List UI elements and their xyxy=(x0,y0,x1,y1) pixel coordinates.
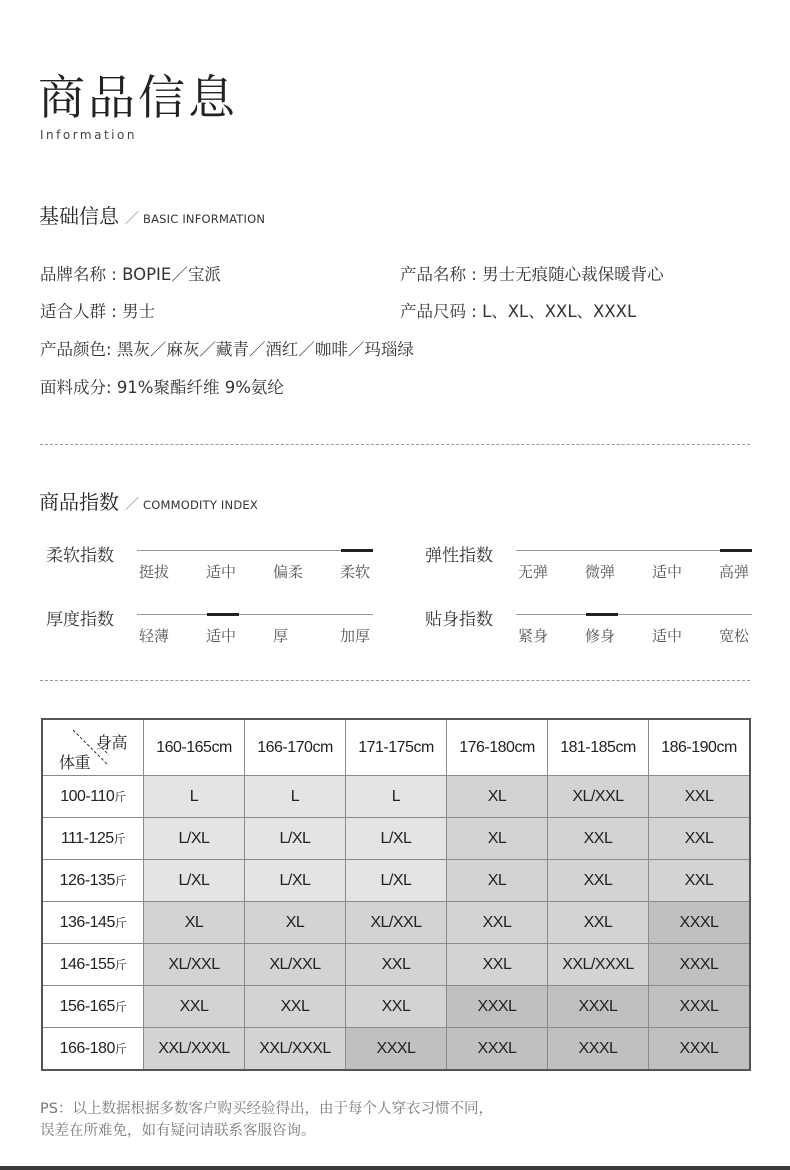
product-name-row xyxy=(400,261,664,285)
weight-row-header xyxy=(42,944,144,986)
index-option: 柔软 xyxy=(340,563,371,581)
table-row xyxy=(42,776,750,818)
table-row xyxy=(42,818,750,860)
ps-note xyxy=(40,1098,493,1142)
index-scale-line xyxy=(137,550,373,551)
table-row xyxy=(42,860,750,902)
weight-row-header xyxy=(42,776,144,818)
product-name-label: 产品名称 : xyxy=(400,265,477,284)
index-option: 微弹 xyxy=(585,563,616,581)
table-row xyxy=(42,986,750,1028)
size-cell: L/XL xyxy=(346,860,447,902)
size-cell: XXXL xyxy=(548,986,649,1028)
weight-unit: 斤 xyxy=(114,915,127,930)
size-cell: XXL xyxy=(649,776,751,818)
brand-label: 品牌名称 : xyxy=(40,265,117,284)
diagonal-lines xyxy=(43,720,143,775)
size-cell: L/XL xyxy=(245,860,346,902)
size-cell: XXL xyxy=(144,986,245,1028)
index-scale-line xyxy=(137,614,373,615)
height-col-header: 160-165cm xyxy=(144,719,245,776)
size-cell: XL xyxy=(447,776,548,818)
corner-cell xyxy=(42,719,144,776)
weight-unit: 斤 xyxy=(114,789,126,804)
index-title: 商品指数 xyxy=(39,490,119,514)
index-scale-line xyxy=(516,550,752,551)
size-cell: XXXL xyxy=(649,944,751,986)
index-option: 适中 xyxy=(652,627,683,645)
size-cell: XXXL xyxy=(649,1028,751,1071)
index-title-en: COMMODITY INDEX xyxy=(143,498,258,512)
height-col-header: 181-185cm xyxy=(548,719,649,776)
weight-range: 100-110 xyxy=(60,787,115,805)
height-col-header: 166-170cm xyxy=(245,719,346,776)
size-cell: L xyxy=(245,776,346,818)
index-option: 加厚 xyxy=(340,627,371,645)
height-col-header: 186-190cm xyxy=(649,719,751,776)
index-label: 厚度指数 xyxy=(46,610,114,630)
index-option: 无弹 xyxy=(518,563,549,581)
page-subtitle: Information xyxy=(40,128,137,142)
table-row xyxy=(42,902,750,944)
page-title: 商品信息 xyxy=(38,71,238,126)
size-cell: XL xyxy=(144,902,245,944)
size-cell: L/XL xyxy=(144,860,245,902)
size-cell: XXL/XXXL xyxy=(144,1028,245,1071)
index-option: 修身 xyxy=(585,627,616,645)
color-value: 黑灰／麻灰／藏青／酒红／咖啡／玛瑙绿 xyxy=(116,340,414,359)
audience-value: 男士 xyxy=(122,302,156,321)
weight-unit: 斤 xyxy=(113,831,126,846)
bottom-border xyxy=(0,1166,790,1170)
size-table-header xyxy=(42,719,750,776)
size-cell: XXXL xyxy=(649,986,751,1028)
fabric-label: 面料成分: xyxy=(40,378,112,397)
size-cell: XXL xyxy=(346,986,447,1028)
basic-info-heading xyxy=(39,200,265,229)
size-cell: XL/XXL xyxy=(144,944,245,986)
size-cell: XXL/XXXL xyxy=(245,1028,346,1071)
weight-unit: 斤 xyxy=(114,873,127,888)
weight-range: 146-155 xyxy=(59,955,115,973)
size-cell: XXL xyxy=(548,902,649,944)
index-option: 高弹 xyxy=(719,563,750,581)
size-cell: XXL xyxy=(649,818,751,860)
size-cell: XXL xyxy=(548,818,649,860)
weight-range: 156-165 xyxy=(59,997,115,1015)
weight-unit: 斤 xyxy=(114,1041,127,1056)
index-option: 适中 xyxy=(206,627,237,645)
size-cell: L/XL xyxy=(346,818,447,860)
index-option: 偏柔 xyxy=(273,563,304,581)
height-col-header: 176-180cm xyxy=(447,719,548,776)
size-cell: XXL xyxy=(346,944,447,986)
weight-unit: 斤 xyxy=(114,957,127,972)
size-cell: XXXL xyxy=(649,902,751,944)
index-option: 适中 xyxy=(652,563,683,581)
section-divider xyxy=(40,680,750,681)
index-label: 弹性指数 xyxy=(425,546,493,566)
color-label: 产品颜色: xyxy=(40,340,112,359)
fabric-value: 91%聚酯纤维 9%氨纶 xyxy=(116,378,284,397)
index-level-marker xyxy=(720,549,752,552)
brand-row xyxy=(40,261,221,285)
size-row xyxy=(400,298,636,322)
index-option: 紧身 xyxy=(518,627,549,645)
slash-divider: ／ xyxy=(125,497,139,513)
weight-row-header xyxy=(42,818,144,860)
slash-divider: ／ xyxy=(125,211,139,227)
size-cell: XL/XXL xyxy=(245,944,346,986)
section-divider xyxy=(40,444,750,445)
size-cell: XXL xyxy=(447,902,548,944)
size-cell: L/XL xyxy=(144,818,245,860)
product-name-value: 男士无痕随心裁保暖背心 xyxy=(482,265,664,284)
index-label: 贴身指数 xyxy=(425,610,493,630)
index-level-marker xyxy=(341,549,373,552)
size-cell: L xyxy=(144,776,245,818)
table-row xyxy=(42,944,750,986)
size-cell: XXL xyxy=(649,860,751,902)
size-cell: XXXL xyxy=(447,986,548,1028)
size-cell: XXL xyxy=(447,944,548,986)
index-level-marker xyxy=(207,613,239,616)
index-level-marker xyxy=(586,613,618,616)
height-header-label: 身高 xyxy=(95,735,127,752)
size-cell: XXL xyxy=(245,986,346,1028)
audience-row xyxy=(40,298,155,322)
size-cell: XXL xyxy=(548,860,649,902)
size-cell: XL/XXL xyxy=(346,902,447,944)
weight-range: 111-125 xyxy=(60,829,114,847)
basic-info-title: 基础信息 xyxy=(39,204,119,228)
color-row xyxy=(40,336,414,360)
size-cell: XL xyxy=(245,902,346,944)
ps-line-2: 误差在所难免，如有疑问请联系客服咨询。 xyxy=(40,1123,316,1139)
ps-line-1: PS：以上数据根据多数客户购买经验得出，由于每个人穿衣习惯不同， xyxy=(40,1101,493,1117)
index-option: 挺拔 xyxy=(139,563,170,581)
size-cell: L xyxy=(346,776,447,818)
height-col-header: 171-175cm xyxy=(346,719,447,776)
index-heading xyxy=(39,486,258,515)
size-cell: XL xyxy=(447,818,548,860)
size-cell: L/XL xyxy=(245,818,346,860)
index-label: 柔软指数 xyxy=(46,546,114,566)
weight-range: 136-145 xyxy=(59,913,115,931)
index-option: 适中 xyxy=(206,563,237,581)
weight-row-header xyxy=(42,1028,144,1071)
weight-row-header xyxy=(42,860,144,902)
fabric-row xyxy=(40,374,284,398)
weight-header-label: 体重 xyxy=(59,755,91,772)
size-cell: XXXL xyxy=(447,1028,548,1071)
size-value: L、XL、XXL、XXXL xyxy=(482,302,637,321)
size-table xyxy=(41,718,751,1071)
index-scale-line xyxy=(516,614,752,615)
size-cell: XXXL xyxy=(548,1028,649,1071)
index-option: 厚 xyxy=(273,627,289,645)
brand-value: BOPIE／宝派 xyxy=(122,265,221,284)
size-cell: XXL/XXXL xyxy=(548,944,649,986)
size-cell: XL/XXL xyxy=(548,776,649,818)
index-option: 宽松 xyxy=(719,627,750,645)
weight-row-header xyxy=(42,986,144,1028)
table-row xyxy=(42,1028,750,1071)
audience-label: 适合人群 : xyxy=(40,302,117,321)
size-cell: XL xyxy=(447,860,548,902)
size-label: 产品尺码 : xyxy=(400,302,477,321)
weight-range: 166-180 xyxy=(59,1039,115,1057)
basic-info-title-en: BASIC INFORMATION xyxy=(143,212,266,226)
weight-range: 126-135 xyxy=(59,871,115,889)
size-cell: XXXL xyxy=(346,1028,447,1071)
weight-row-header xyxy=(42,902,144,944)
weight-unit: 斤 xyxy=(114,999,127,1014)
index-option: 轻薄 xyxy=(139,627,170,645)
